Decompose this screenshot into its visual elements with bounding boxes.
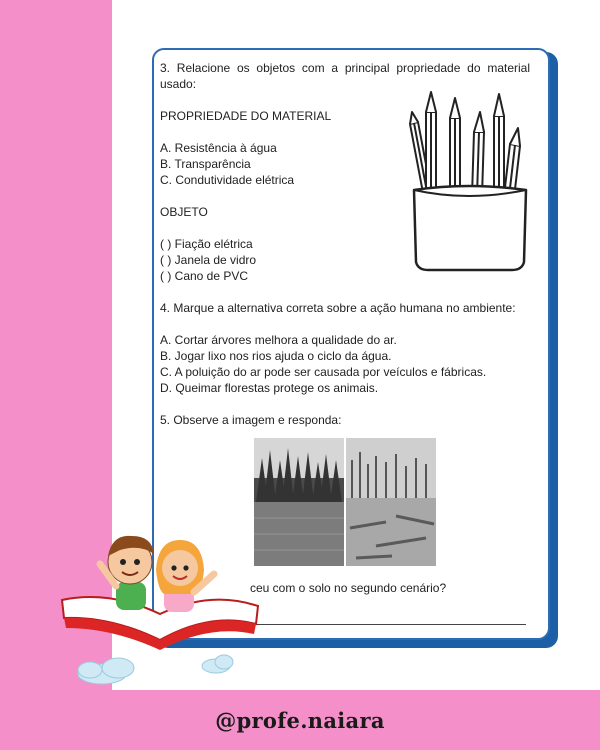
footer-band bbox=[0, 690, 600, 750]
object-item: ( ) Janela de vidro bbox=[160, 253, 257, 267]
question-4-title: 4. Marque a alternativa correta sobre a ação humana no ambiente: bbox=[160, 301, 516, 315]
forest-photo bbox=[254, 438, 344, 566]
pencil-icon bbox=[472, 112, 484, 196]
answer-line bbox=[246, 624, 526, 625]
object-item: ( ) Fiação elétrica bbox=[160, 237, 253, 251]
pencil-icon bbox=[450, 98, 460, 196]
cloud-icon bbox=[78, 658, 134, 684]
question-3-title: 3. Relacione os objetos com a principal propriedade do material usado: bbox=[160, 61, 530, 91]
property-heading: PROPRIEDADE DO MATERIAL bbox=[160, 109, 332, 123]
pencil-icon bbox=[426, 92, 436, 196]
answer-option: A. Cortar árvores melhora a qualidade do ar. bbox=[160, 333, 397, 347]
property-option: C. Condutividade elétrica bbox=[160, 173, 295, 187]
pencil-icon bbox=[494, 94, 504, 196]
object-item: ( ) Cano de PVC bbox=[160, 269, 249, 283]
answer-option: C. A poluição do ar pode ser causada por veículos e fábricas. bbox=[160, 365, 487, 379]
question-5-text: ceu com o solo no segundo cenário? bbox=[250, 581, 447, 595]
question-5-title: 5. Observe a imagem e responda: bbox=[160, 413, 342, 427]
property-option: B. Transparência bbox=[160, 157, 251, 171]
author-handle: @profe.naiara bbox=[215, 707, 385, 733]
book-icon bbox=[62, 597, 258, 650]
pencil-cup-illustration bbox=[402, 86, 534, 276]
cloud-icon bbox=[202, 655, 233, 673]
comparison-photos bbox=[254, 438, 436, 566]
object-heading: OBJETO bbox=[160, 205, 208, 219]
property-option: A. Resistência à água bbox=[160, 141, 277, 155]
answer-option: D. Queimar florestas protege os animais. bbox=[160, 381, 379, 395]
deforested-photo bbox=[346, 438, 436, 566]
cup-icon bbox=[414, 186, 526, 270]
kids-on-book-illustration bbox=[60, 520, 260, 690]
answer-option: B. Jogar lixo nos rios ajuda o ciclo da água. bbox=[160, 349, 392, 363]
